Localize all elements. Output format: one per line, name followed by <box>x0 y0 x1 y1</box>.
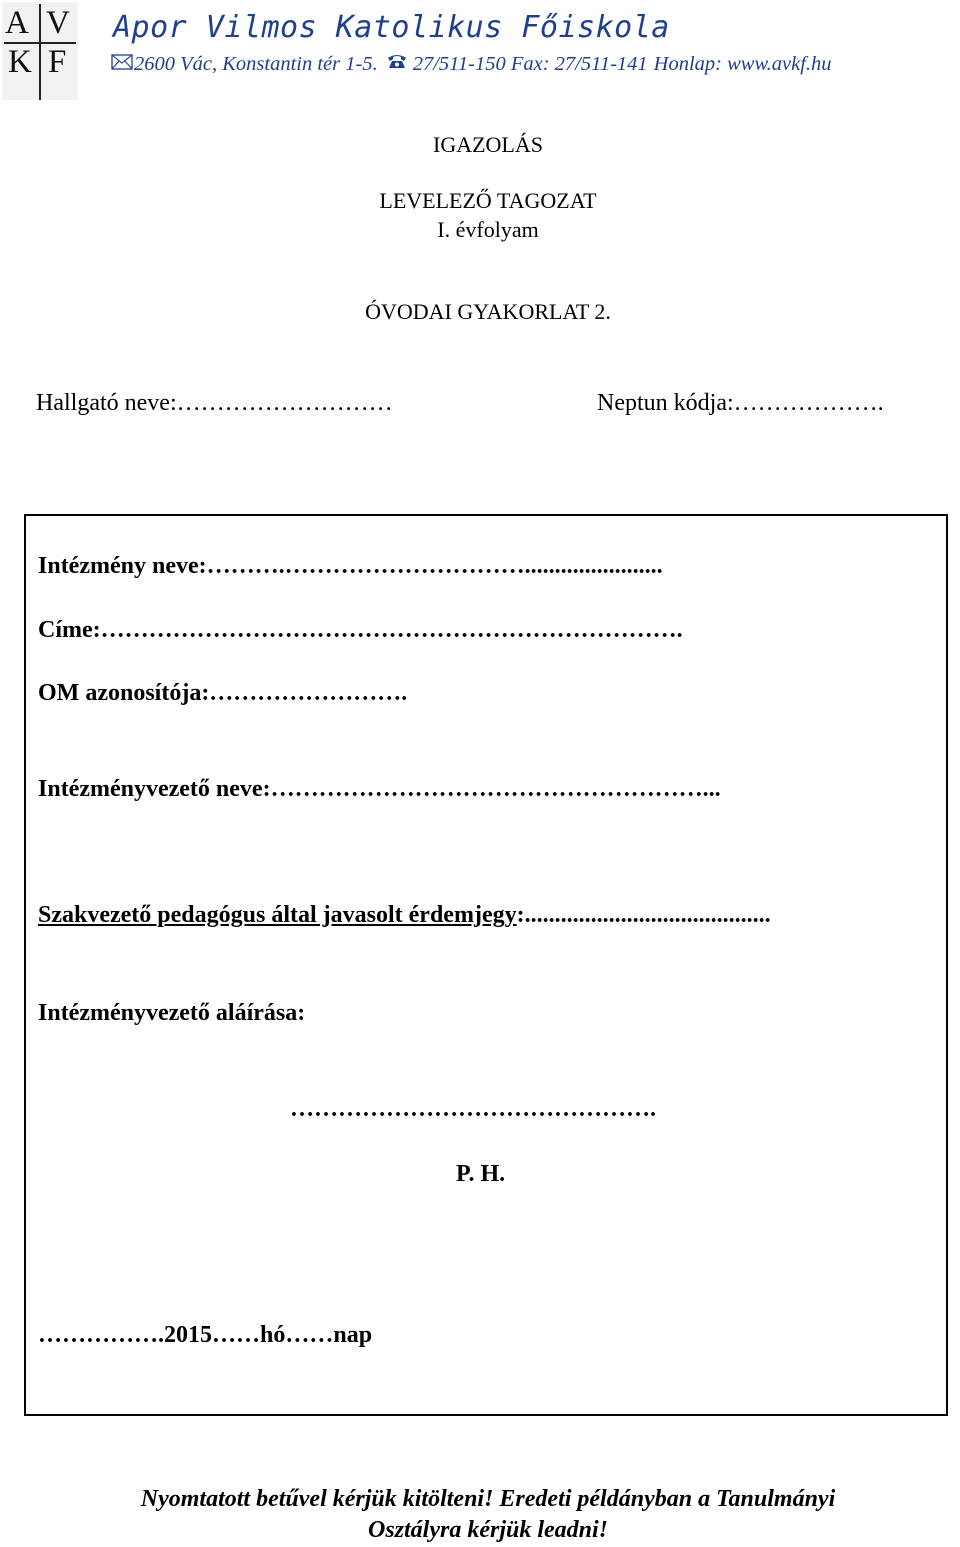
institution-box <box>24 514 948 1416</box>
website-text: Honlap: www.avkf.hu <box>653 52 832 75</box>
phone-fax-text: 27/511-150 Fax: 27/511-141 <box>412 52 648 75</box>
head-name-field[interactable]: Intézményvezető neve:………………………………………………... <box>38 776 721 802</box>
institution-address-field[interactable]: Címe:………………………………………………………………. <box>38 617 683 643</box>
student-name-field[interactable]: Hallgató neve:……………………… <box>36 390 393 416</box>
footer-note-line-1: Nyomtatott betűvel kérjük kitölteni! Eredeti példányban a Tanulmányi <box>140 1486 836 1512</box>
program-title: LEVELEZŐ TAGOZAT <box>379 188 597 213</box>
college-logo <box>2 2 78 100</box>
footer-note-line-2: Osztályra kérjük leadni! <box>367 1517 609 1543</box>
stamp-label: P. H. <box>456 1161 506 1187</box>
practice-title: ÓVODAI GYAKORLAT 2. <box>365 299 611 324</box>
institution-name-field[interactable]: Intézmény neve:……….…………………………....................... <box>38 553 663 579</box>
signature-field[interactable]: ………………………………………. <box>290 1096 656 1122</box>
document-title: IGAZOLÁS <box>433 132 543 157</box>
grade-dots: :......................................... <box>516 902 771 928</box>
phone-icon <box>386 52 408 76</box>
signature-label: Intézményvezető aláírása: <box>38 1000 306 1026</box>
address-text: 2600 Vác, Konstantin tér 1-5. <box>134 52 378 75</box>
grade-label: Szakvezető pedagógus által javasolt érdemjegy <box>38 902 517 928</box>
date-field[interactable]: …………….2015……hó……nap <box>38 1322 373 1348</box>
envelope-icon <box>111 53 133 76</box>
logo-letter: A <box>5 5 29 41</box>
logo-letter: F <box>48 44 67 80</box>
logo-divider-vertical <box>39 4 41 100</box>
om-id-field[interactable]: OM azonosítója:……………………. <box>38 680 408 706</box>
year-title: I. évfolyam <box>437 217 539 242</box>
grade-field[interactable] <box>38 902 771 929</box>
logo-letter: K <box>8 44 32 80</box>
contact-line <box>111 52 832 76</box>
college-name: Apor Vilmos Katolikus Főiskola <box>113 10 670 45</box>
neptun-code-field[interactable]: Neptun kódja:………………. <box>597 390 884 416</box>
logo-letter: V <box>46 5 70 41</box>
